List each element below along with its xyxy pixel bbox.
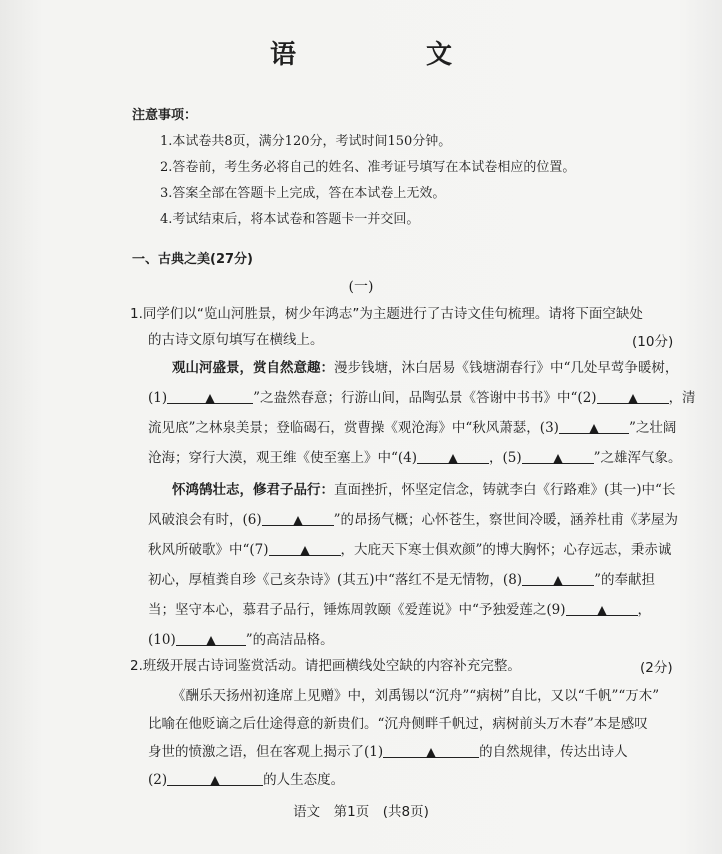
q1-para1-text: 沧海；穿行大漠，观王维《使至塞上》中“(4) — [148, 450, 418, 466]
blank-marker-icon — [589, 424, 599, 434]
notice-heading: 注意事项： — [132, 108, 198, 123]
q1-para2-line-1 — [172, 480, 675, 500]
q1-para2-text: ”的奉献担 — [594, 572, 655, 588]
section-subheading: (一) — [348, 279, 374, 295]
q1-para2-text: ”的高洁品格。 — [245, 632, 334, 648]
section-heading: 一、古典之美(27分) — [132, 252, 253, 267]
q1-para1-line-1 — [172, 358, 678, 378]
q1-para2-text: ”的昂扬气概；心怀苍生，察世间冷暖，涵养杜甫《茅屋为 — [333, 512, 679, 528]
q1-para1-text: ，清 — [668, 390, 696, 406]
blank-marker-icon — [448, 454, 458, 464]
blank-marker-icon — [293, 516, 303, 526]
q2-line-4 — [148, 742, 628, 762]
q1-para1-text: ，(5) — [489, 450, 522, 466]
q2-text: 的自然规律，传达出诗人 — [479, 744, 628, 760]
q1-para1-text: ”之壮阔 — [628, 420, 677, 436]
notice-item: 4.考试结束后，将本试卷和答题卡一并交回。 — [160, 212, 420, 227]
answer-blank-6[interactable] — [262, 510, 334, 526]
answer-blank-2[interactable] — [597, 388, 669, 404]
q1-para1-text: 流见底”之林泉美景；登临碣石，赏曹操《观沧海》中“秋风萧瑟，(3) — [148, 420, 559, 436]
q1-para1-line-4 — [148, 448, 682, 468]
notice-item: 2.答卷前，考生务必将自己的姓名、准考证号填写在本试卷相应的位置。 — [160, 160, 576, 175]
q1-para1-text: ”之盎然春意；行游山间，品陶弘景《答谢中书书》中“(2) — [253, 390, 597, 406]
answer-blank-5[interactable] — [522, 448, 594, 464]
q2-line-3: 比喻在他贬谪之后仕途得意的新贵们。“沉舟侧畔千帆过，病树前头万木春”本是感叹 — [148, 716, 648, 732]
answer-blank-8[interactable] — [522, 570, 594, 586]
notice-item: 1.本试卷共8页，满分120分，考试时间150分钟。 — [160, 134, 452, 149]
blank-number: (1) — [148, 390, 168, 406]
answer-blank-9[interactable] — [566, 600, 638, 616]
blank-number: (10) — [148, 632, 176, 648]
notice-item: 3.答案全部在答题卡上完成，答在本试卷上无效。 — [160, 186, 446, 201]
q1-para2-text: 风破浪会有时，(6) — [148, 512, 262, 528]
blank-marker-icon — [553, 454, 563, 464]
blank-marker-icon — [210, 776, 220, 786]
blank-marker-icon — [553, 576, 563, 586]
q2-text: 身世的愤激之语，但在客观上揭示了(1) — [148, 744, 384, 760]
q2-answer-blank-1[interactable] — [383, 742, 479, 758]
q1-para1-line-3 — [148, 418, 676, 438]
q2-score: (2分) — [640, 660, 673, 676]
q1-para2-text: 初心，厚植粪自珍《己亥杂诗》(其五)中“落红不是无情物，(8) — [148, 572, 523, 588]
q1-score: (10分) — [632, 334, 674, 350]
answer-blank-1[interactable] — [167, 388, 253, 404]
q1-para1-lead: 观山河盛景，赏自然意趣： — [172, 360, 334, 376]
q1-para1-line-2 — [148, 388, 696, 408]
q1-para2-text: 秋风所破歌》中“(7) — [148, 542, 269, 558]
q2-line-2: 《酬乐天扬州初逢席上见赠》中，刘禹锡以“沉舟”“病树”自比，又以“千帆”“万木” — [172, 688, 660, 704]
page-title: 语 文 — [269, 40, 504, 70]
q1-line-2: 的古诗文原句填写在横线上。 — [148, 332, 324, 348]
answer-blank-3[interactable] — [559, 418, 629, 434]
q1-para2-text: 当；坚守本心，慕君子品行，锤炼周敦颐《爱莲说》中“予独爱莲之(9) — [148, 602, 566, 618]
blank-marker-icon — [205, 394, 215, 404]
blank-number: (2) — [148, 772, 168, 788]
q1-para2-text: ， — [637, 602, 652, 618]
q1-para2-line-4 — [148, 570, 655, 590]
q1-para2-text: ，大庇天下寒士俱欢颜”的博大胸怀；心存远志，秉赤诚 — [340, 542, 672, 558]
q2-text: 的人生态度。 — [263, 772, 345, 788]
q2-answer-blank-2[interactable] — [167, 770, 263, 786]
q2-line-5 — [148, 770, 344, 790]
blank-marker-icon — [597, 606, 607, 616]
q1-para2-line-5 — [148, 600, 651, 620]
blank-marker-icon — [206, 636, 216, 646]
q1-para2-lead: 怀鸿鹄壮志，修君子品行： — [172, 482, 334, 498]
blank-marker-icon — [300, 546, 310, 556]
q1-para2-line-3 — [148, 540, 671, 560]
answer-blank-4[interactable] — [417, 448, 489, 464]
answer-blank-10[interactable] — [176, 630, 246, 646]
blank-marker-icon — [628, 394, 638, 404]
answer-blank-7[interactable] — [269, 540, 341, 556]
q1-para1-text: 漫步钱塘，沐白居易《钱塘湖春行》中“几处早莺争暖树， — [334, 360, 679, 376]
q1-para2-text: 直面挫折，怀坚定信念，铸就李白《行路难》(其一)中“长 — [334, 482, 676, 498]
q1-line-1: 1.同学们以“览山河胜景，树少年鸿志”为主题进行了古诗文佳句梳理。请将下面空缺处 — [130, 306, 643, 322]
q2-line-1: 2.班级开展古诗词鉴赏活动。请把画横线处空缺的内容补充完整。 — [130, 658, 521, 674]
q1-para2-line-2 — [148, 510, 678, 530]
blank-marker-icon — [426, 748, 436, 758]
q1-para1-text: ”之雄浑气象。 — [593, 450, 682, 466]
q1-para2-line-6 — [148, 630, 334, 650]
page-footer: 语文 第1页 (共8页) — [293, 804, 429, 820]
